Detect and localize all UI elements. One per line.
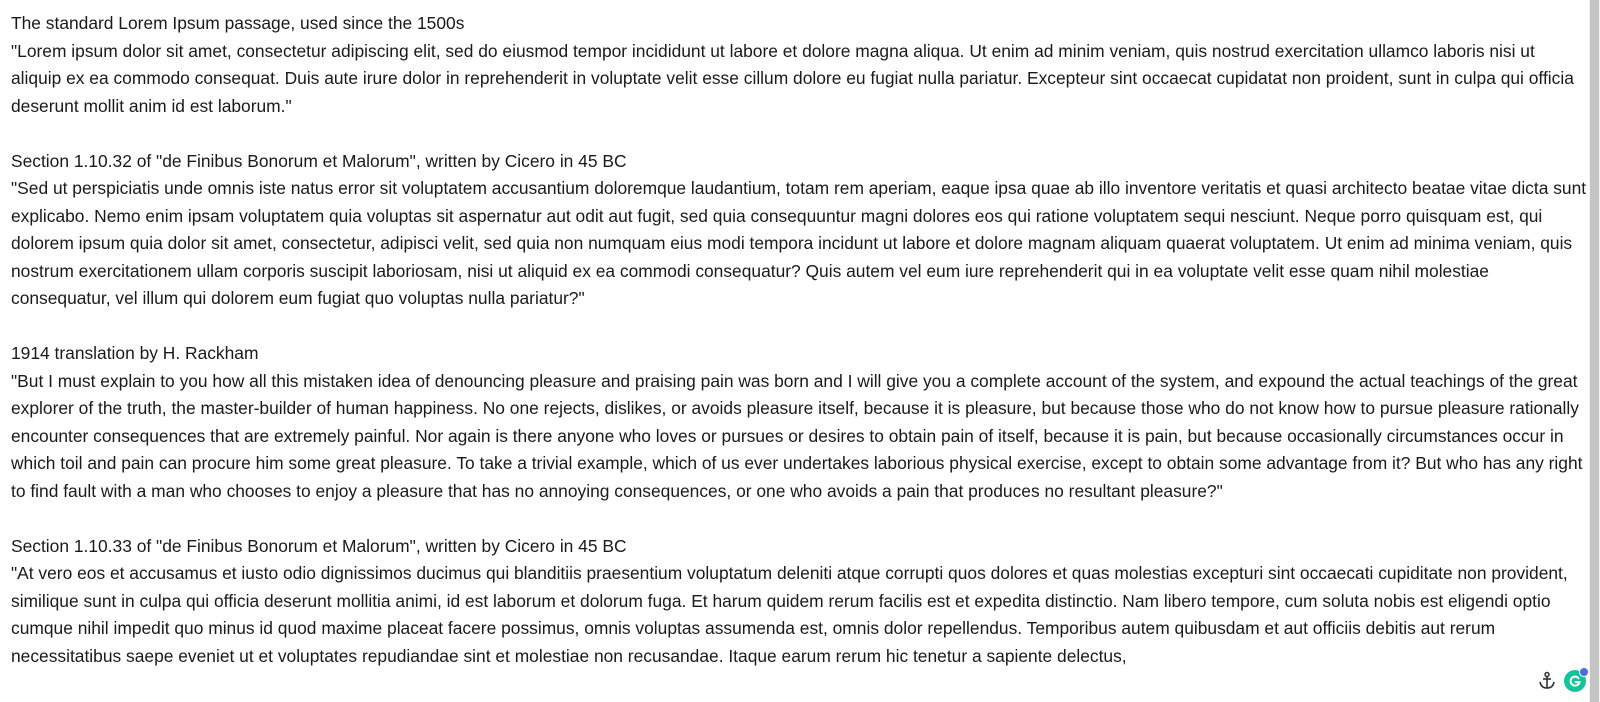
section-body: "Lorem ipsum dolor sit amet, consectetur adipiscing elit, sed do eiusmod tempor incididunt ut labore et dolore magna aliqua. Ut enim ad minim veniam, quis nostrud exercitation ullamco laboris nisi ut aliquip ex ea commodo consequat. Duis aute irure dolor in reprehenderit in voluptate velit esse cillum dolore eu fugiat nulla pariatur. Excepteur sint occaecat cupidatat non proident, sunt in culpa qui officia deserunt mollit anim id est laborum.": [11, 40, 1574, 116]
section-heading: Section 1.10.33 of "de Finibus Bonorum et Malorum", written by Cicero in 45 BC: [11, 535, 627, 556]
section-body: "Sed ut perspiciatis unde omnis iste natus error sit voluptatem accusantium doloremque laudantium, totam rem aperiam, eaque ipsa quae ab illo inventore veritatis et quasi architecto beatae vitae dicta sunt explicabo. Nemo enim ipsam voluptatem quia voluptas sit aspernatur aut odit aut fugit, sed quia consequuntur magni dolores eos qui ratione voluptatem sequi nesciunt. Neque porro quisquam est, qui dolorem ipsum quia dolor sit amet, consectetur, adipisci velit, sed quia non numquam eius modi tempora incidunt ut labore et dolore magnam aliquam quaerat voluptatem. Ut enim ad minima veniam, quis nostrum exercitationem ullam corporis suscipit laboriosam, nisi ut aliquid ex ea commodi consequatur? Quis autem vel eum iure reprehenderit qui in ea voluptate velit esse quam nihil molestiae consequatur, vel illum qui dolorem eum fugiat quo voluptas nulla pariatur?": [11, 178, 1587, 308]
section-heading: Section 1.10.32 of "de Finibus Bonorum et Malorum", written by Cicero in 45 BC: [11, 150, 627, 171]
section-standard-passage: [11, 10, 1589, 120]
anchor-icon[interactable]: [1536, 670, 1558, 692]
section-body: "But I must explain to you how all this mistaken idea of denouncing pleasure and praising pain was born and I will give you a complete account of the system, and expound the actual teachings of the great explorer of the truth, the master-builder of human happiness. No one rejects, dislikes, or avoids pleasure itself, because it is pleasure, but because those who do not know how to pursue pleasure rationally encounter consequences that are extremely painful. Nor again is there anyone who loves or pursues or desires to obtain pain of itself, because it is pain, but because occasionally circumstances occur in which toil and pain can procure him some great pleasure. To take a trivial example, which of us ever undertakes laborious physical exercise, except to obtain some advantage from it? But who has any right to find fault with a man who chooses to enjoy a pleasure that has no annoying consequences, or one who avoids a pain that produces no resultant pleasure?": [11, 370, 1583, 501]
section-body: "At vero eos et accusamus et iusto odio dignissimos ducimus qui blanditiis praesentium voluptatum deleniti atque corrupti quos dolores et quas molestias excepturi sint occaecati cupiditate non provident, similique sunt in culpa qui officia deserunt mollitia animi, id est laborum et dolorum fuga. Et harum quidem rerum facilis est et expedita distinctio. Nam libero tempore, cum soluta nobis est eligendi optio cumque nihil impedit quo minus id quod maxime placeat facere possimus, omnis voluptas assumenda est, omnis dolor repellendus. Temporibus autem quibusdam et aut officiis debitis aut rerum necessitatibus saepe eveniet ut et voluptates repudiandae sint et molestiae non recusandae. Itaque earum rerum hic tenetur a sapiente delectus,: [11, 563, 1568, 666]
section-1-10-33: [11, 533, 1589, 671]
vertical-scrollbar[interactable]: [1589, 0, 1600, 702]
scrollbar-thumb[interactable]: [1590, 0, 1599, 702]
section-1-10-32: [11, 148, 1589, 313]
section-heading: 1914 translation by H. Rackham: [11, 343, 259, 363]
section-rackham-translation: [11, 340, 1589, 505]
floating-extension-icons: [1536, 670, 1586, 692]
grammarly-icon[interactable]: [1564, 670, 1586, 692]
document-content: [11, 10, 1589, 702]
section-heading: The standard Lorem Ipsum passage, used since the 1500s: [11, 13, 465, 33]
grammarly-badge: [1579, 667, 1589, 677]
